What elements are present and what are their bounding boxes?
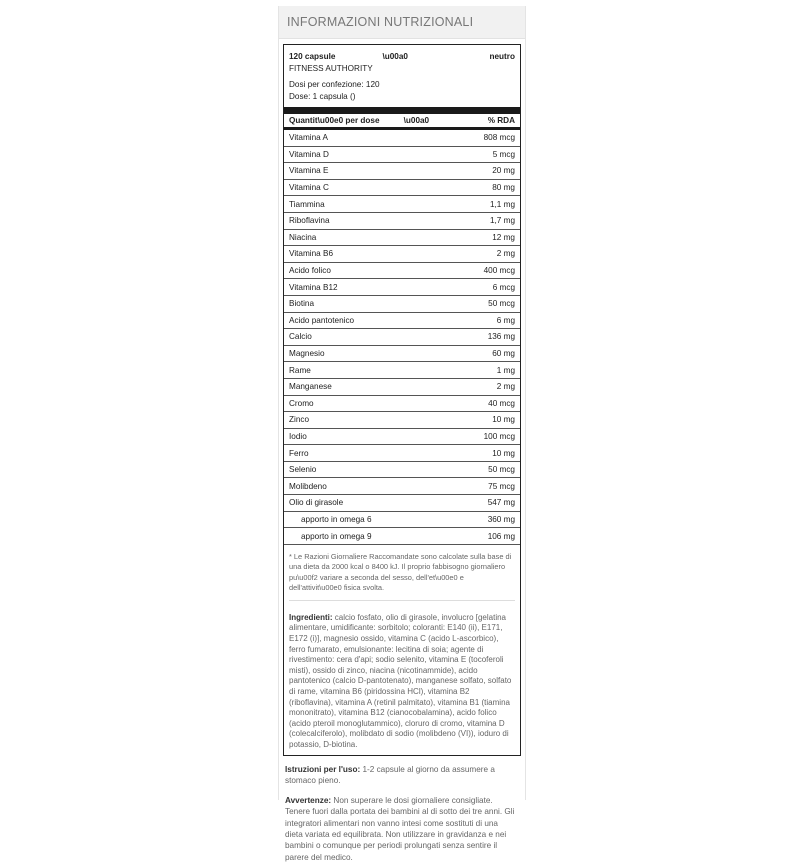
nutrient-row [284,147,520,164]
nutrient-name: Vitamina E [289,166,329,176]
nutrient-value: 1,7 mg [489,216,515,226]
panel-title: INFORMAZIONI NUTRIZIONALI [279,6,525,39]
nutrient-name: Cromo [289,398,314,408]
nutrient-name: Vitamina A [289,133,328,143]
nutrition-label [283,44,521,756]
nutrient-name: apporto in omega 9 [301,531,372,541]
nutrient-value: 6 mcg [492,282,515,292]
nutrient-row [284,246,520,263]
nutrient-row [284,313,520,330]
nutrient-row [284,329,520,346]
nutrient-value: 10 mg [492,415,515,425]
serving-dose: Dose: 1 capsula () [289,92,356,101]
nutrient-row [284,429,520,446]
instructions [285,764,517,787]
nutrient-name: Rame [289,365,311,375]
nutrient-value: 5 mcg [492,149,515,159]
nutrient-row [284,478,520,495]
nutrient-name: Vitamina D [289,149,329,159]
nutrient-value: 100 mcg [483,431,515,441]
nutrient-name: Vitamina B12 [289,282,338,292]
nutrient-name: Ferro [289,448,309,458]
nutrient-row [284,396,520,413]
product-row [289,51,515,63]
nutrient-name: Molibdeno [289,481,327,491]
nutrient-row [284,462,520,479]
nutrient-row [284,296,520,313]
nutrient-row [284,379,520,396]
product-placeholder: \u00a0 [382,52,408,61]
nutrient-value: 50 mcg [488,465,515,475]
product-info [284,45,520,107]
nutrient-value: 1 mg [496,365,515,375]
nutrient-value: 6 mg [496,315,515,325]
nutrient-row [284,196,520,213]
nutrient-value: 60 mg [492,349,515,359]
separator-thick [284,107,520,114]
nutrient-name: Iodio [289,431,307,441]
product-flavor: neutro [489,52,515,61]
usage-section [285,764,517,863]
nutrient-value: 808 mcg [483,133,515,143]
nutrient-value: 400 mcg [483,266,515,276]
nutrient-value: 2 mg [496,249,515,259]
nutrient-row [284,130,520,147]
nutrient-row [284,362,520,379]
nutrient-name: Manganese [289,382,332,392]
nutrient-row [284,180,520,197]
nutrient-row [284,279,520,296]
nutrient-name: Biotina [289,299,315,309]
header-qty: Quantit\u00e0 per dose [289,116,380,125]
nutrient-row [284,213,520,230]
nutrient-name: Olio di girasole [289,498,344,508]
ingredients-text: calcio fosfato, olio di girasole, involucro [gelatina alimentare, umidificante: sorbitolo; coloranti: E140 (ii), E171, E172 (i)], magnesio ossido, vitamina C (acido L-ascorbico), ferro fumarato, emulsionante: lecitina di soia; agente di rivestimento: cera d'api; sodio selenito, vitamina E (tocoferoli misti), ossido di zinco, niacina (nicotinammide), acido pantotenico (calcio D-pantotenato), manganese solfato, solfato di rame, vitamina B6 (piridossina HCl), vitamina B2 (riboflavina), vitamina A (retinil palmitato), vitamina B1 (tiamina mononitrato), vitamina B12 (cianocobalamina), acido folico (acido pteroil monoglutammico), cloruro di cromo, vitamina D (colecalciferolo), molibdato di sodio (molibdeno (VI)), ioduro di potassio, D-biotina. [289,612,512,749]
product-brand: FITNESS AUTHORITY [289,64,373,73]
nutrient-name: Magnesio [289,349,325,359]
product-size: 120 capsule [289,52,336,61]
nutrient-name: Calcio [289,332,312,342]
ingredients-label: Ingredienti: [289,612,333,622]
nutrient-name: Niacina [289,232,317,242]
warnings-text: Non superare le dosi giornaliere consigliate. Tenere fuori dalla portata dei bambini al di sotto dei tre anni. Gli integratori alimentari non vanno intesi come sostituti di una dieta variata ed equilibrata. Non utilizzare in gravidanza e nei bambini o comunque per periodi prolungati senza sentire il parere del medico. [285,795,515,862]
nutrient-name: Acido folico [289,266,331,276]
nutrient-value: 106 mg [487,531,515,541]
nutrient-name: Vitamina C [289,183,329,193]
instructions-label: Istruzioni per l'uso: [285,765,361,774]
nutrient-row [284,445,520,462]
nutrient-rows [284,130,520,545]
nutrient-value: 547 mg [487,498,515,508]
nutrient-value: 50 mcg [488,299,515,309]
nutrient-value: 40 mcg [488,398,515,408]
ingredients [289,600,515,751]
nutrient-row [284,495,520,512]
nutrient-name: Riboflavina [289,216,330,226]
nutrient-value: 20 mg [492,166,515,176]
nutrient-row [284,346,520,363]
warnings [285,795,517,863]
nutrient-value: 75 mcg [488,481,515,491]
nutrient-row [284,230,520,247]
nutrient-row [284,412,520,429]
instructions-text: 1-2 capsule al giorno da assumere a stomaco pieno. [285,765,495,786]
nutrient-row [284,263,520,280]
nutrient-value: 12 mg [492,232,515,242]
nutrient-name: apporto in omega 6 [301,514,372,524]
nutrient-value: 10 mg [492,448,515,458]
nutrient-value: 2 mg [496,382,515,392]
nutrient-value: 80 mg [492,183,515,193]
table-header [284,114,520,127]
nutrition-panel [278,6,526,862]
nutrient-name: Zinco [289,415,310,425]
nutrient-row [284,512,520,529]
rda-footnote: * Le Razioni Giornaliere Raccomandate sono calcolate sulla base di una dieta da 2000 kcal o 8400 kJ. Il proprio fabbisogno giornaliero pu\u00f2 variare a seconda del sesso, dell'et\u00e0 e dell'attivit\u00e0 fisica svolta. [289,551,512,593]
nutrient-value: 360 mg [487,514,515,524]
header-rda: % RDA [487,116,515,125]
nutrient-row [284,528,520,545]
header-mid: \u00a0 [403,116,430,125]
nutrient-value: 1,1 mg [489,199,515,209]
nutrient-value: 136 mg [487,332,515,342]
nutrient-name: Tiammina [289,199,325,209]
nutrient-name: Acido pantotenico [289,315,355,325]
nutrient-row [284,163,520,180]
warnings-label: Avvertenze: [285,795,332,805]
nutrient-name: Vitamina B6 [289,249,333,259]
servings-per-pack: Dosi per confezione: 120 [289,80,380,89]
nutrient-name: Selenio [289,465,317,475]
